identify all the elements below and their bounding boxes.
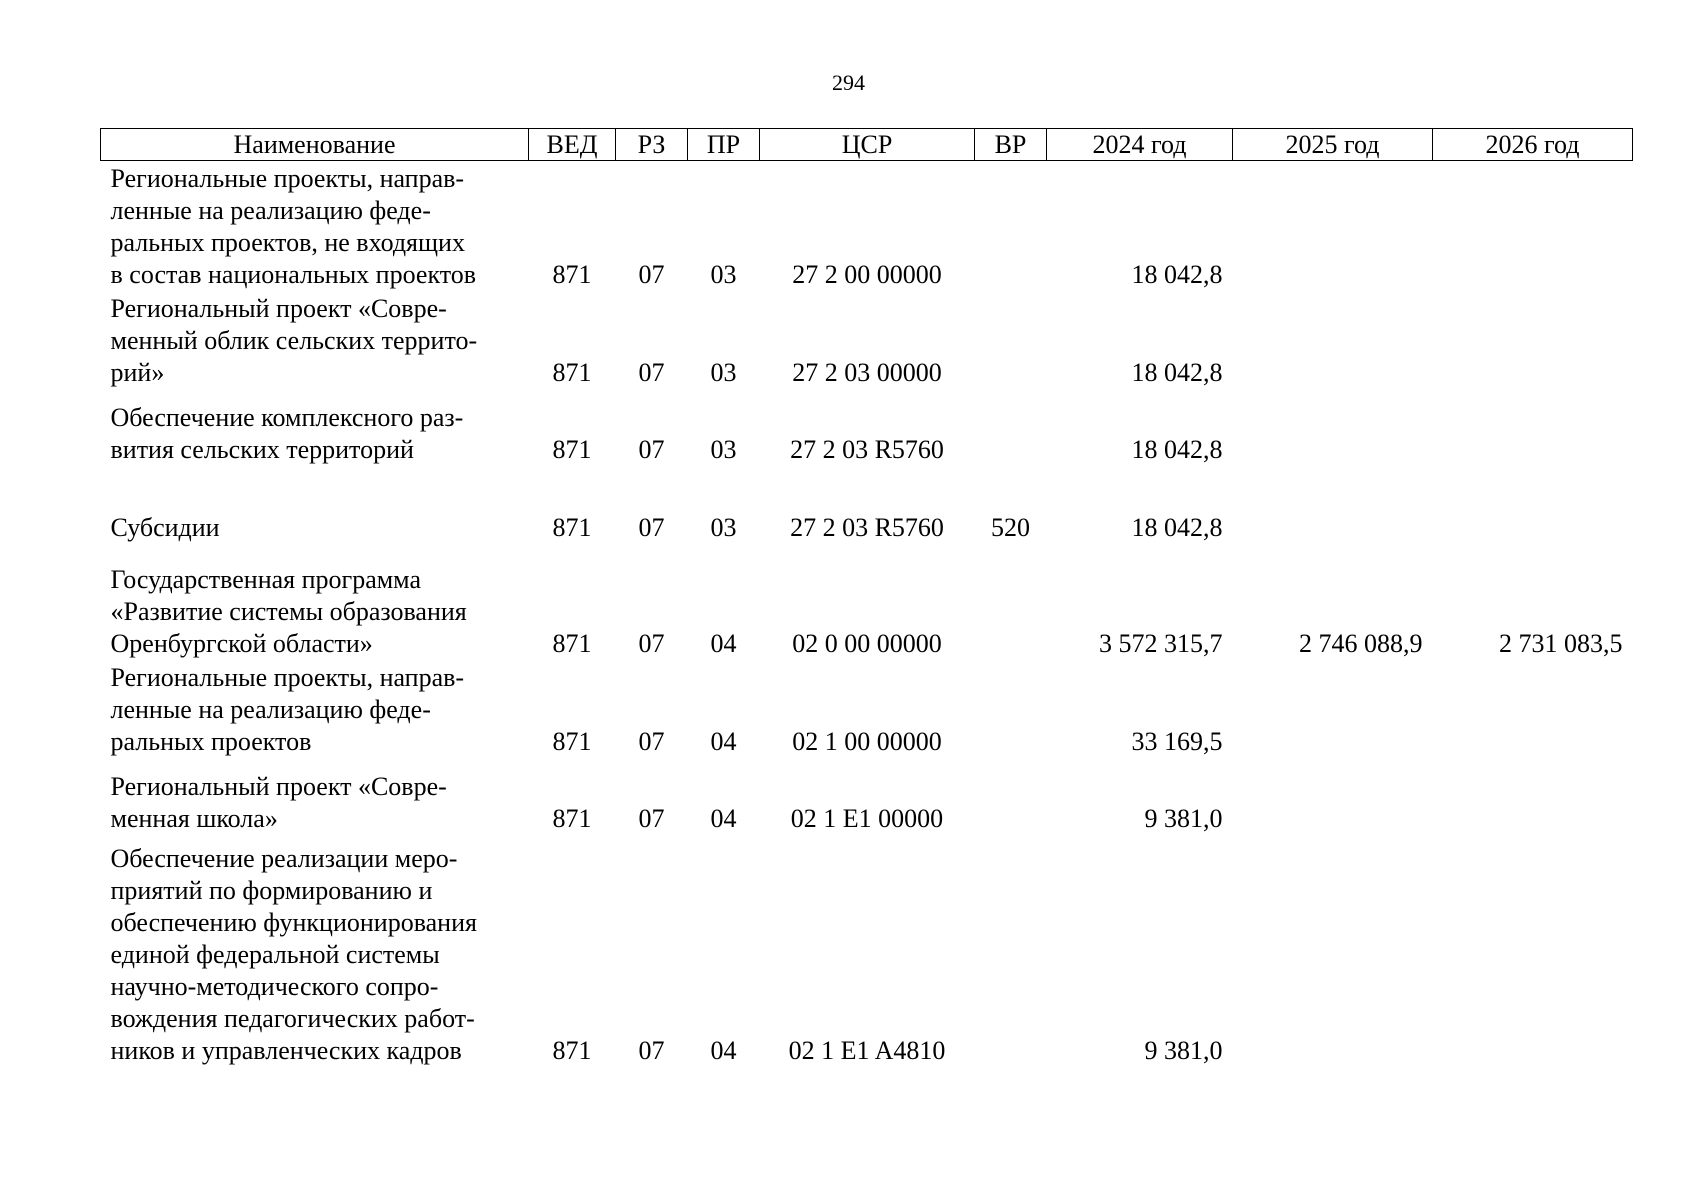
cell-ved: 871	[552, 358, 592, 387]
cell-2024: 9 381,0	[1144, 1036, 1223, 1065]
table-row	[101, 291, 1633, 389]
cell-2024: 33 169,5	[1131, 727, 1223, 756]
cell-2026	[1433, 758, 1633, 835]
cell-rz: 07	[638, 513, 665, 542]
cell-pr: 04	[710, 1036, 737, 1065]
table-row	[101, 466, 1633, 544]
cell-2024: 3 572 315,7	[1099, 629, 1223, 658]
cell-rz: 07	[638, 629, 665, 658]
cell-pr: 03	[710, 435, 737, 464]
cell-vr	[975, 835, 1047, 1067]
cell-ved: 871	[552, 260, 592, 289]
cell-ved: 871	[552, 435, 592, 464]
cell-vr	[975, 544, 1047, 660]
cell-rz: 07	[638, 260, 665, 289]
cell-2025	[1233, 835, 1433, 1067]
cell-2024: 18 042,8	[1131, 435, 1223, 464]
cell-rz: 07	[638, 1036, 665, 1065]
cell-2025	[1233, 291, 1433, 389]
cell-csr: 27 2 03 R5760	[790, 435, 944, 464]
header-2025: 2025 год	[1233, 129, 1433, 161]
cell-pr: 03	[710, 513, 737, 542]
header-pr: ПР	[688, 129, 760, 161]
cell-vr	[975, 660, 1047, 758]
cell-name: Государственная программа «Развитие системы образования Оренбургской области»	[110, 565, 467, 658]
cell-2025	[1233, 660, 1433, 758]
table-row	[101, 758, 1633, 835]
page-number: 294	[832, 70, 865, 95]
cell-csr: 02 1 E1 A4810	[788, 1036, 946, 1065]
cell-pr: 03	[710, 358, 737, 387]
header-ved: ВЕД	[529, 129, 616, 161]
cell-pr: 04	[710, 804, 737, 833]
cell-rz: 07	[638, 435, 665, 464]
cell-2025	[1233, 758, 1433, 835]
table-row	[101, 660, 1633, 758]
cell-2024: 18 042,8	[1131, 513, 1223, 542]
cell-csr: 02 1 00 00000	[792, 727, 942, 756]
cell-pr: 04	[710, 629, 737, 658]
cell-pr: 03	[710, 260, 737, 289]
header-rz: РЗ	[616, 129, 688, 161]
cell-2026	[1433, 835, 1633, 1067]
cell-2025: 2 746 088,9	[1299, 629, 1423, 658]
header-2026: 2026 год	[1433, 129, 1633, 161]
cell-2024: 9 381,0	[1144, 804, 1223, 833]
cell-2026	[1433, 291, 1633, 389]
cell-vr: 520	[991, 513, 1030, 542]
cell-csr: 02 1 E1 00000	[790, 804, 944, 833]
cell-csr: 27 2 03 00000	[792, 358, 942, 387]
cell-vr	[975, 291, 1047, 389]
cell-ved: 871	[552, 513, 592, 542]
cell-2026	[1433, 389, 1633, 466]
cell-2025	[1233, 161, 1433, 292]
table-row	[101, 544, 1633, 660]
cell-2025	[1233, 466, 1433, 544]
cell-name: Обеспечение комплексного раз- вития сельских территорий	[110, 403, 464, 464]
table-header-row	[101, 129, 1633, 161]
cell-2026	[1433, 161, 1633, 292]
cell-vr	[975, 758, 1047, 835]
cell-2024: 18 042,8	[1131, 358, 1223, 387]
cell-ved: 871	[552, 804, 592, 833]
cell-name: Региональные проекты, направ- ленные на реализацию феде- ральных проектов, не входящих в состав национальных проектов	[110, 164, 477, 289]
header-2024: 2024 год	[1047, 129, 1233, 161]
cell-2024: 18 042,8	[1131, 260, 1223, 289]
cell-name: Региональный проект «Совре- менная школа»	[110, 772, 447, 833]
cell-name: Обеспечение реализации меро- приятий по формированию и обеспечению функционирования единой федеральной системы научно-методического сопро- вождения педагогических работ- ников и управленческих кадров	[110, 844, 477, 1065]
cell-rz: 07	[638, 358, 665, 387]
cell-vr	[975, 389, 1047, 466]
table-row	[101, 835, 1633, 1067]
cell-2026	[1433, 660, 1633, 758]
cell-rz: 07	[638, 727, 665, 756]
cell-2025	[1233, 389, 1433, 466]
cell-2026: 2 731 083,5	[1499, 629, 1623, 658]
header-csr: ЦСР	[760, 129, 975, 161]
cell-rz: 07	[638, 804, 665, 833]
cell-name: Субсидии	[110, 513, 220, 542]
cell-2026	[1433, 466, 1633, 544]
cell-pr: 04	[710, 727, 737, 756]
cell-csr: 02 0 00 00000	[792, 629, 942, 658]
cell-ved: 871	[552, 629, 592, 658]
table-body	[101, 161, 1633, 1068]
table-row	[101, 161, 1633, 292]
header-vr: ВР	[975, 129, 1047, 161]
cell-name: Региональные проекты, направ- ленные на реализацию феде- ральных проектов	[110, 663, 465, 756]
cell-csr: 27 2 00 00000	[792, 260, 942, 289]
cell-ved: 871	[552, 1036, 592, 1065]
table-row	[101, 389, 1633, 466]
cell-name: Региональный проект «Совре- менный облик сельских террито- рий»	[110, 294, 478, 387]
cell-csr: 27 2 03 R5760	[790, 513, 944, 542]
cell-vr	[975, 161, 1047, 292]
header-name: Наименование	[101, 129, 529, 161]
budget-table	[100, 128, 1633, 1067]
cell-ved: 871	[552, 727, 592, 756]
